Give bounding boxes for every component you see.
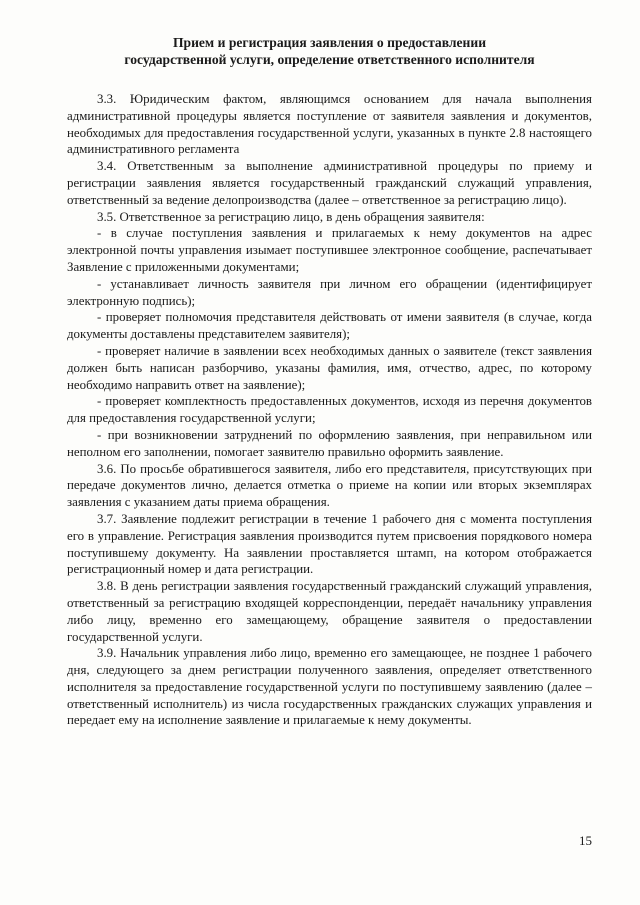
paragraph-3-8: 3.8. В день регистрации заявления государственный гражданский служащий управления, ответственный за регистрацию входящей корреспонденции, передаёт начальнику управления либо лицу, временно его замещающему, обращение заявителя о предоставлении государственной услуги.: [67, 579, 592, 644]
paragraph-3-9: 3.9. Начальник управления либо лицо, временно его замещающее, не позднее 1 рабочего дня, следующего за днем регистрации полученного заявления, определяет ответственного исполнителя за предоставление государственной услуги по поступившему заявлению (далее – ответственный исполнитель) из числа государственных гражданских служащих управления и передает ему на исполнение заявление и прилагаемые к нему документы.: [67, 646, 592, 728]
list-item-email: - в случае поступления заявления и прилагаемых к нему документов на адрес электронной почты управления изымает поступившее электронное сообщение, распечатывает Заявление с приложенными документами;: [67, 226, 592, 274]
section-title: [67, 34, 592, 68]
paragraph-3-5: 3.5. Ответственное за регистрацию лицо, в день обращения заявителя:: [97, 209, 485, 224]
page-number: 15: [579, 833, 592, 848]
paragraph-3-3: 3.3. Юридическим фактом, являющимся основанием для начала выполнения административной процедуры является поступление от заявителя заявления и документов, необходимых для предоставления государственной услуги, указанных в пункте 2.8 настоящего административного регламента: [67, 92, 592, 157]
title-line-1: Прием и регистрация заявления о предоставлении: [172, 35, 487, 50]
list-item-authority: - проверяет полномочия представителя действовать от имени заявителя (в случае, когда документы доставлены представителем заявителя);: [67, 310, 592, 342]
list-item-identity: - устанавливает личность заявителя при личном его обращении (идентифицирует электронную подпись);: [67, 276, 592, 308]
list-item-data-check: - проверяет наличие в заявлении всех необходимых данных о заявителе (текст заявления должен быть написан разборчиво, указаны фамилия, имя, отчество, адрес, по которому необходимо направить ответ на заявление);: [67, 343, 592, 392]
paragraph-3-4: 3.4. Ответственным за выполнение административной процедуры по приему и регистрации заявления является государственный гражданский служащий управления, ответственный за ведение делопроизводства (далее – ответственное за регистрацию лицо).: [67, 159, 592, 207]
paragraph-3-7: 3.7. Заявление подлежит регистрации в течение 1 рабочего дня с момента поступления его в управление. Регистрация заявления производится путем присвоения порядкового номера поступившему документу. На заявлении проставляется штамп, на котором отображается регистрационный номер и дата регистрации.: [67, 511, 592, 577]
list-item-completeness: - проверяет комплектность предоставленных документов, исходя из перечня документов для предоставления государственной услуги;: [67, 394, 592, 426]
paragraph-3-6: 3.6. По просьбе обратившегося заявителя, либо его представителя, присутствующих при передаче документов лично, делается отметка о приеме на копии или вторых экземплярах заявления с указанием даты приема обращения.: [67, 461, 592, 510]
list-item-assistance: - при возникновении затруднений по оформлению заявления, при неправильном или неполном его заполнении, помогает заявителю правильно оформить заявление.: [67, 427, 592, 459]
title-line-2: государственной услуги, определение ответственного исполнителя: [124, 52, 535, 67]
document-body: [67, 91, 592, 729]
